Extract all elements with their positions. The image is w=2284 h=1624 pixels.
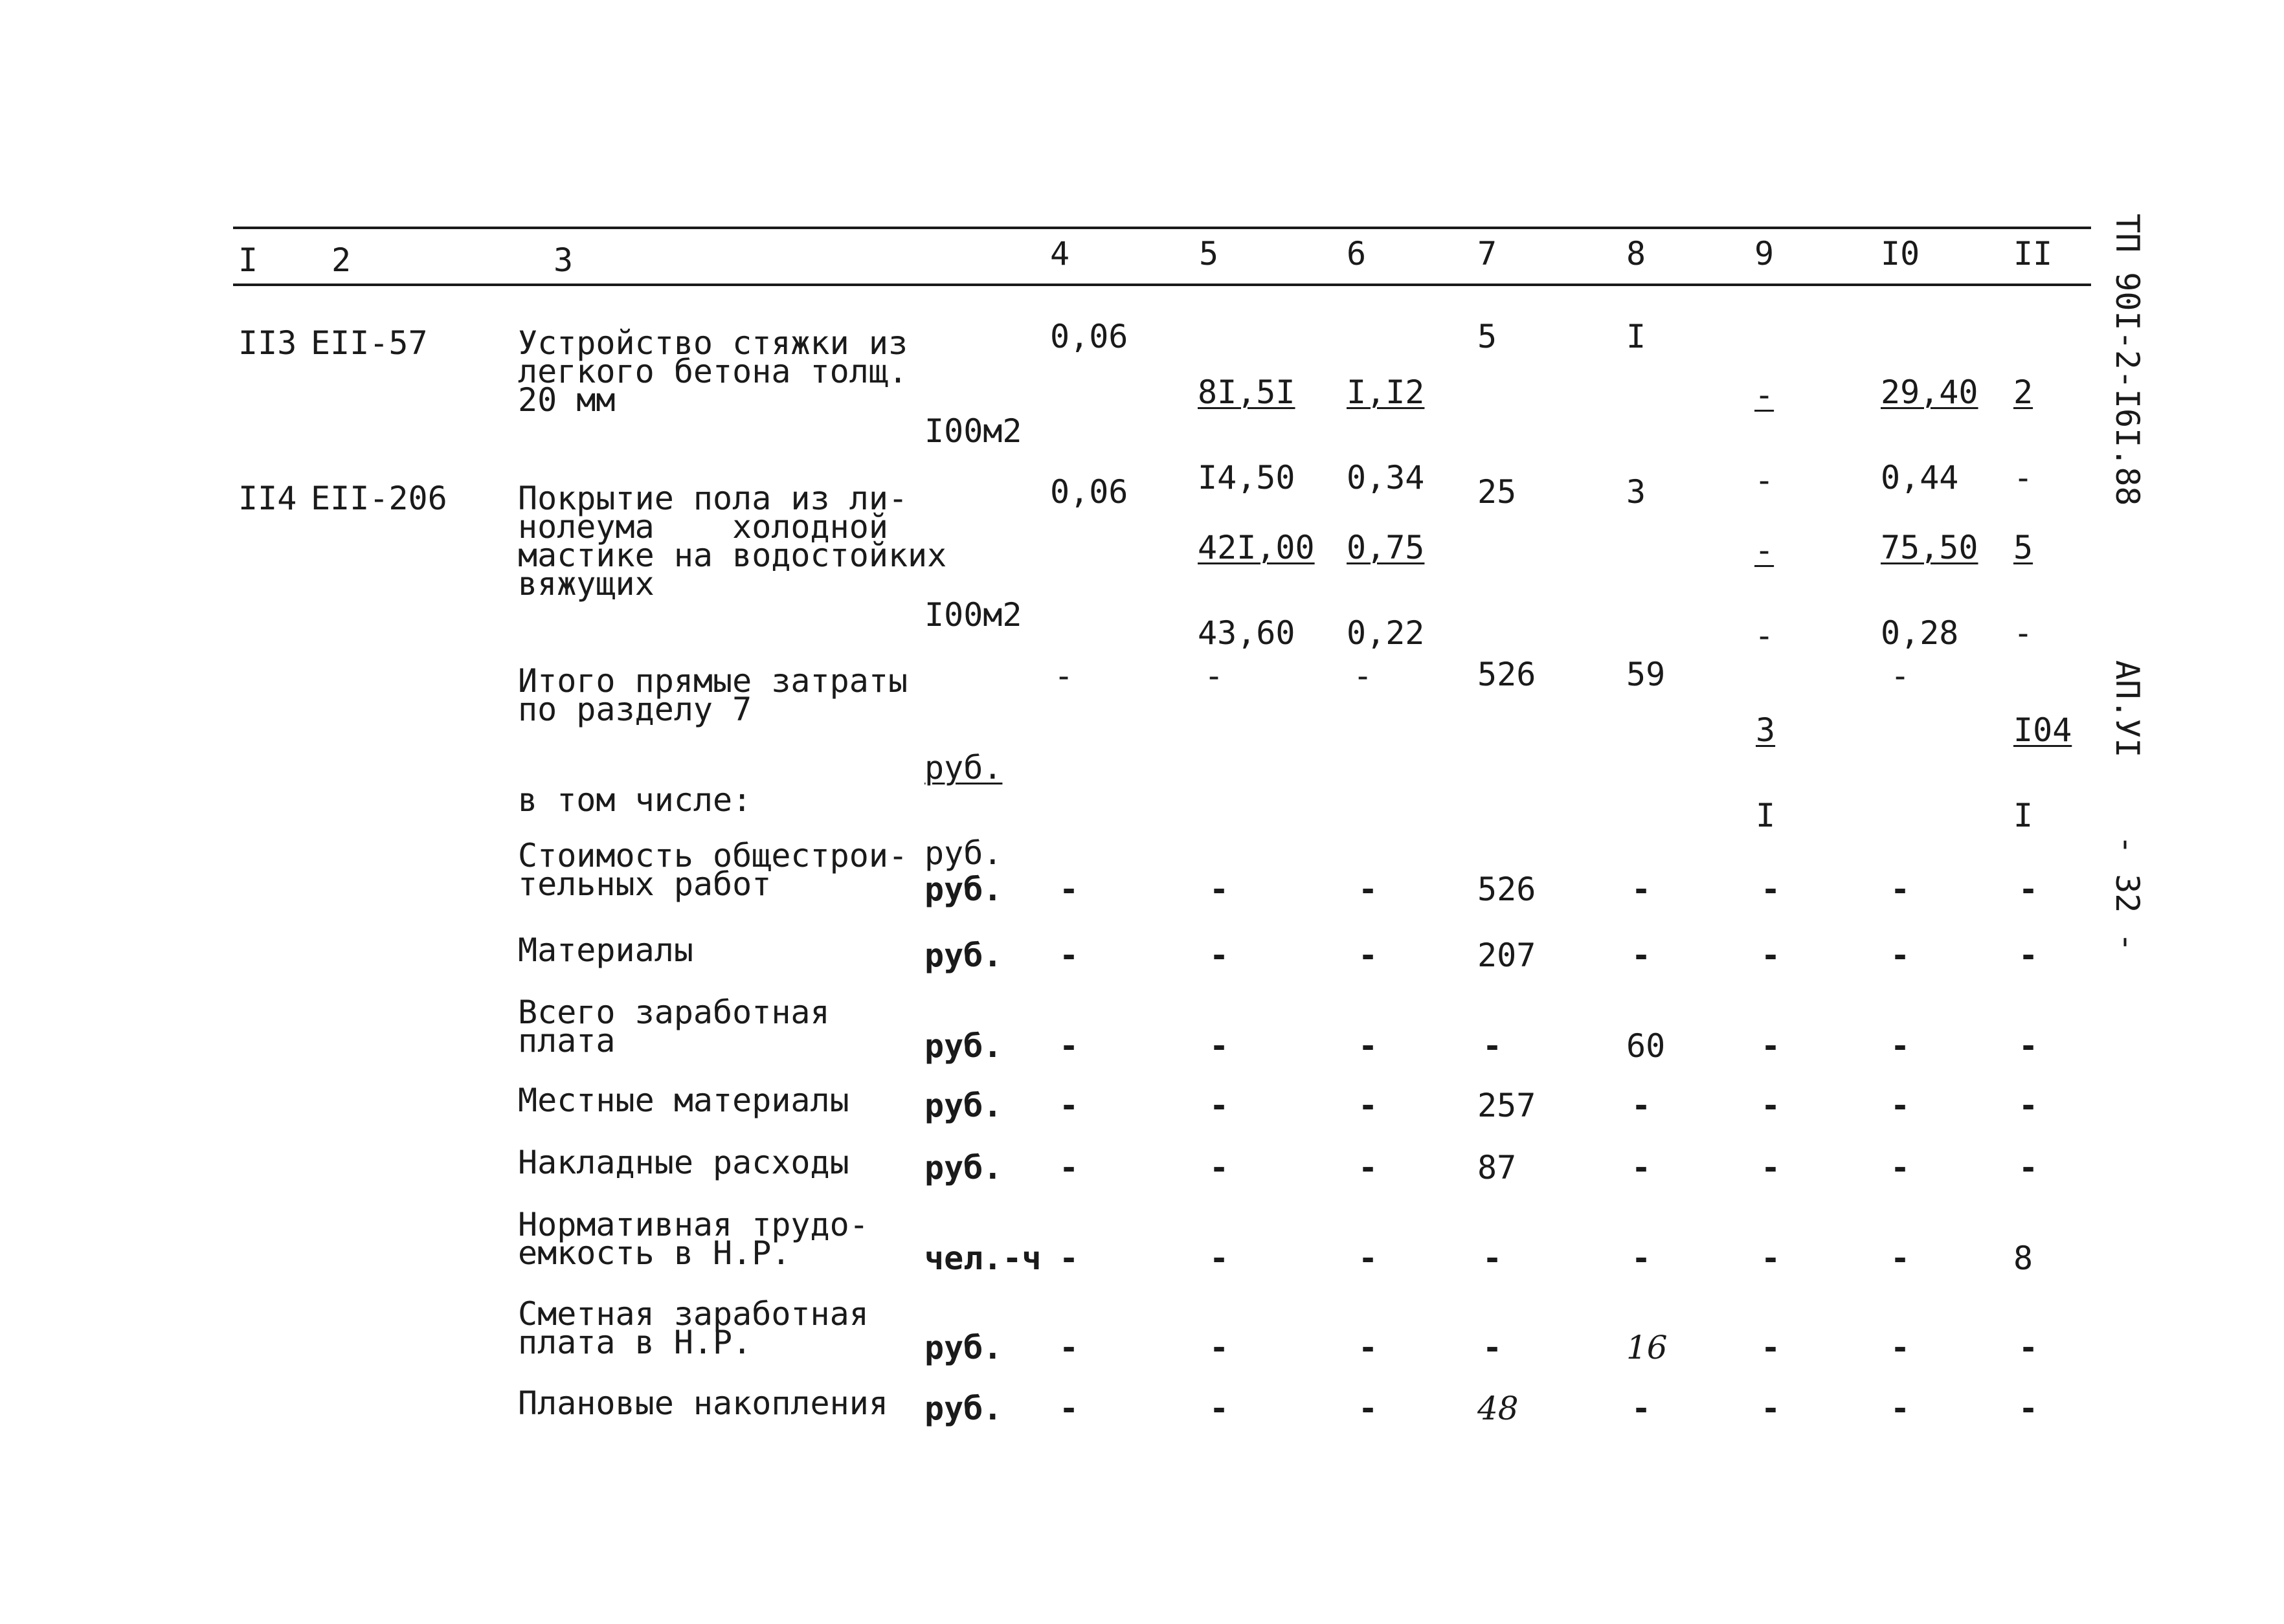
breakdown-col-11: 8 <box>2013 1240 2033 1277</box>
breakdown-col-10: - <box>1890 1027 1910 1065</box>
breakdown-col-9: - <box>1761 1390 1781 1427</box>
breakdown-col-4: - <box>1059 1087 1079 1124</box>
breakdown-description-line: плата в Н.Р. <box>518 1324 752 1361</box>
fraction-numerator: I,I2 <box>1347 373 1425 411</box>
breakdown-col-4: - <box>1059 1390 1079 1427</box>
col-header-6: 6 <box>1347 235 1367 273</box>
work-description-line: легкого бетона толщ. <box>518 353 908 390</box>
col-header-5: 5 <box>1199 235 1219 273</box>
totals-col-11-fraction <box>2013 659 2091 887</box>
breakdown-col-5: - <box>1209 871 1229 908</box>
breakdown-col-10: - <box>1890 1240 1910 1277</box>
breakdown-col-10: - <box>1890 1087 1910 1124</box>
totals-col-4: - <box>1054 657 1074 695</box>
breakdown-description-line: тельных работ <box>518 865 772 903</box>
breakdown-col-4: - <box>1059 1149 1079 1186</box>
totals-col-10: - <box>1890 657 1910 695</box>
breakdown-col-8: - <box>1631 871 1651 908</box>
work-description-line: вяжущих <box>518 565 655 603</box>
breakdown-col-6: - <box>1358 1149 1378 1186</box>
breakdown-unit: руб. <box>924 1329 1003 1366</box>
breakdown-col-8: - <box>1631 1390 1651 1427</box>
breakdown-col-10: - <box>1890 871 1910 908</box>
breakdown-col-4: - <box>1059 1027 1079 1065</box>
breakdown-unit: руб. <box>924 1149 1003 1186</box>
breakdown-col-11: - <box>2019 1149 2039 1186</box>
breakdown-col-11: - <box>2019 1087 2039 1124</box>
totals-col-6: - <box>1353 657 1373 695</box>
work-description-line: 20 мм <box>518 381 616 419</box>
col-header-10: I0 <box>1881 235 1920 273</box>
breakdown-description-line: Плановые накопления <box>518 1385 888 1422</box>
fraction-denominator: 0,22 <box>1347 614 1425 652</box>
breakdown-col-10: - <box>1890 1390 1910 1427</box>
fraction-numerator: 0,75 <box>1347 529 1425 566</box>
breakdown-col-6: - <box>1358 1087 1378 1124</box>
breakdown-description-line: Всего заработная <box>518 994 830 1031</box>
breakdown-col-8: - <box>1631 937 1651 974</box>
fraction-numerator: - <box>1754 376 1775 414</box>
fraction-numerator: 29,40 <box>1881 373 1978 411</box>
fraction-numerator: - <box>1754 531 1775 569</box>
breakdown-col-7: 87 <box>1477 1149 1517 1186</box>
norm-code: ЕII-57 <box>311 324 428 362</box>
breakdown-col-6: - <box>1358 1329 1378 1366</box>
breakdown-description-line: емкость в Н.Р. <box>518 1234 791 1272</box>
including-label: в том числе: <box>518 781 752 819</box>
unit-of-measure: I00м2 <box>924 412 1022 450</box>
breakdown-description-line: плата <box>518 1022 616 1060</box>
header-top-rule <box>233 227 2091 229</box>
breakdown-col-8: 60 <box>1626 1027 1666 1065</box>
fraction-denominator: - <box>1754 462 1775 499</box>
fraction-denominator: 0,44 <box>1881 459 1959 496</box>
breakdown-col-4: - <box>1059 1240 1079 1277</box>
col-header-8: 8 <box>1626 235 1646 273</box>
breakdown-col-6: - <box>1358 937 1378 974</box>
breakdown-col-9: - <box>1761 1329 1781 1366</box>
breakdown-description-line: Материалы <box>518 931 693 969</box>
breakdown-col-9: - <box>1761 871 1781 908</box>
totals-description-line: Итого прямые затраты <box>518 662 908 700</box>
fraction-numerator: 2 <box>2013 373 2033 411</box>
fraction-denominator: I <box>2013 797 2033 834</box>
breakdown-col-5: - <box>1209 1390 1229 1427</box>
side-stamp <box>2109 214 2178 990</box>
breakdown-col-5: - <box>1209 1240 1229 1277</box>
fraction-denominator: - <box>1754 617 1775 654</box>
breakdown-col-9: - <box>1761 1087 1781 1124</box>
breakdown-col-10: - <box>1890 1149 1910 1186</box>
side-stamp-series: ТП 90I-2-I6I.88 <box>2109 214 2146 506</box>
fraction-numerator: 42I,00 <box>1198 529 1315 566</box>
fraction-denominator: 0,34 <box>1347 459 1425 496</box>
breakdown-col-5: - <box>1209 1149 1229 1186</box>
breakdown-unit: руб. <box>924 1087 1003 1124</box>
work-description-line: Покрытие пола из ли- <box>518 480 908 517</box>
breakdown-col-9: - <box>1761 937 1781 974</box>
breakdown-description-line: Нормативная трудо- <box>518 1206 869 1243</box>
col-header-2: 2 <box>331 241 352 279</box>
work-description-line: нолеума холодной <box>518 508 888 546</box>
breakdown-col-7: 207 <box>1477 937 1536 974</box>
breakdown-col-4: - <box>1059 871 1079 908</box>
breakdown-col-10: - <box>1890 937 1910 974</box>
breakdown-col-11: - <box>2019 1390 2039 1427</box>
breakdown-col-10: - <box>1890 1329 1910 1366</box>
breakdown-col-11: - <box>2019 1329 2039 1366</box>
breakdown-col-11: - <box>2019 937 2039 974</box>
breakdown-unit: руб. <box>924 1027 1003 1065</box>
breakdown-col-7: 526 <box>1477 871 1536 908</box>
quantity: 0,06 <box>1050 473 1128 511</box>
breakdown-col-6: - <box>1358 1390 1378 1427</box>
breakdown-col-8: - <box>1631 1240 1651 1277</box>
fraction-numerator: I04 <box>2013 711 2072 749</box>
breakdown-col-9: - <box>1761 1149 1781 1186</box>
wage-cost: 3 <box>1626 473 1646 511</box>
col-header-7: 7 <box>1477 235 1497 273</box>
breakdown-col-5: - <box>1209 1329 1229 1366</box>
breakdown-col-6: - <box>1358 871 1378 908</box>
breakdown-col-9: - <box>1761 1240 1781 1277</box>
col-header-11: II <box>2013 235 2053 273</box>
col-header-1: I <box>238 241 258 279</box>
breakdown-description-line: Накладные расходы <box>518 1144 849 1181</box>
fraction-denominator: - <box>2013 614 2033 652</box>
breakdown-col-5: - <box>1209 1087 1229 1124</box>
breakdown-col-11: - <box>2019 1027 2039 1065</box>
breakdown-col-11: - <box>2019 871 2039 908</box>
breakdown-unit: чел.-ч <box>924 1240 1042 1277</box>
totals-col-8: 59 <box>1626 656 1666 693</box>
side-stamp-album: АП.УI <box>2109 660 2146 758</box>
fraction-numerator: руб. <box>924 749 1003 786</box>
work-description-line: Устройство стяжки из <box>518 324 908 362</box>
work-description-line: мастике на водостойких <box>518 537 947 574</box>
breakdown-col-7: - <box>1483 1240 1503 1277</box>
breakdown-col-8: - <box>1631 1149 1651 1186</box>
fraction-denominator: 0,28 <box>1881 614 1959 652</box>
side-stamp-page: - 32 - <box>2109 835 2146 952</box>
fraction-denominator: 43,60 <box>1198 614 1295 652</box>
breakdown-col-7: 257 <box>1477 1087 1536 1124</box>
total-cost: 5 <box>1477 318 1497 355</box>
breakdown-col-8: 16 <box>1626 1329 1668 1366</box>
totals-description-line: по разделу 7 <box>518 691 752 728</box>
fraction-numerator: 3 <box>1756 711 1776 749</box>
breakdown-col-5: - <box>1209 937 1229 974</box>
total-cost: 25 <box>1477 473 1517 511</box>
row-number: II3 <box>238 324 297 362</box>
breakdown-description-line: Стоимость общестрои- <box>518 837 908 874</box>
col-header-9: 9 <box>1754 235 1775 273</box>
unit-of-measure: I00м2 <box>924 596 1022 634</box>
fraction-denominator: руб. <box>924 834 1003 872</box>
row-number: II4 <box>238 480 297 517</box>
breakdown-col-6: - <box>1358 1027 1378 1065</box>
breakdown-col-7: 48 <box>1477 1390 1519 1427</box>
wage-cost: I <box>1626 318 1646 355</box>
breakdown-description-line: Местные материалы <box>518 1082 849 1119</box>
breakdown-col-7: - <box>1483 1329 1503 1366</box>
col-header-3: 3 <box>554 241 574 279</box>
fraction-numerator: 5 <box>2013 529 2033 566</box>
norm-code: ЕII-206 <box>311 480 447 517</box>
fraction-denominator: - <box>2013 459 2033 496</box>
breakdown-col-4: - <box>1059 937 1079 974</box>
totals-col-7: 526 <box>1477 656 1536 693</box>
header-bottom-rule <box>233 284 2091 286</box>
fraction-denominator: I <box>1756 797 1776 834</box>
breakdown-unit: руб. <box>924 871 1003 908</box>
breakdown-col-8: - <box>1631 1087 1651 1124</box>
breakdown-col-9: - <box>1761 1027 1781 1065</box>
breakdown-col-6: - <box>1358 1240 1378 1277</box>
totals-col-5: - <box>1204 657 1224 695</box>
breakdown-description-line: Сметная заработная <box>518 1295 869 1333</box>
breakdown-unit: руб. <box>924 1390 1003 1427</box>
totals-col-9-fraction <box>1756 659 1833 887</box>
fraction-denominator: I4,50 <box>1198 459 1295 496</box>
quantity: 0,06 <box>1050 318 1128 355</box>
fraction-numerator: 75,50 <box>1881 529 1978 566</box>
breakdown-col-7: - <box>1483 1027 1503 1065</box>
breakdown-col-4: - <box>1059 1329 1079 1366</box>
breakdown-unit: руб. <box>924 937 1003 974</box>
breakdown-col-5: - <box>1209 1027 1229 1065</box>
col-header-4: 4 <box>1050 235 1070 273</box>
fraction-numerator: 8I,5I <box>1198 373 1295 411</box>
